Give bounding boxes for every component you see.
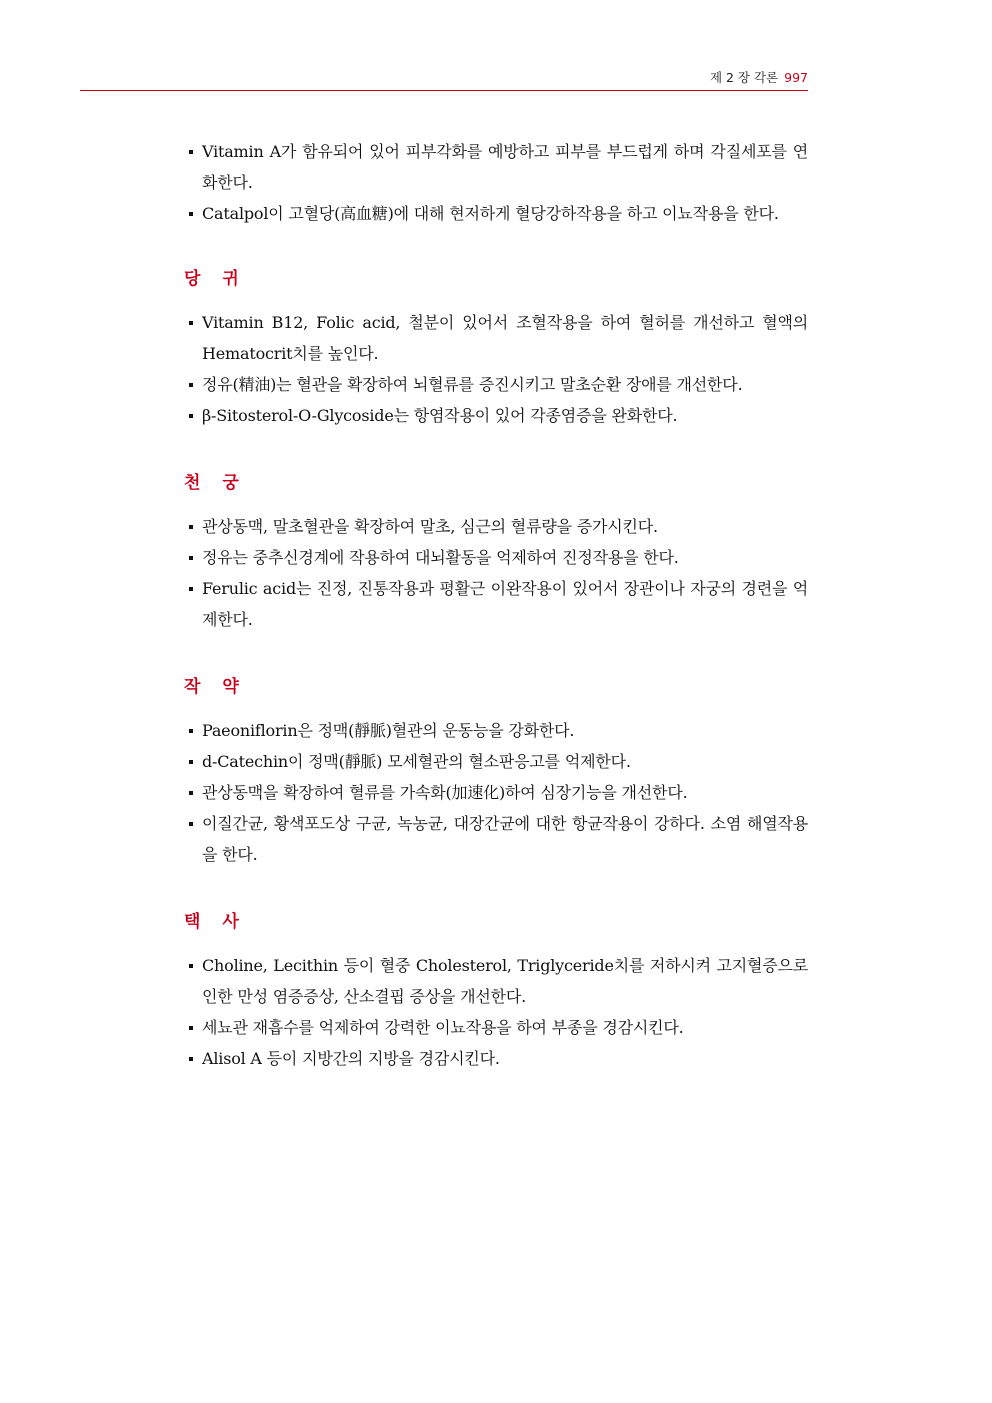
page-header <box>80 64 808 91</box>
section-list-cheongung <box>186 511 808 635</box>
list-item: 세뇨관 재흡수를 억제하여 강력한 이뇨작용을 하여 부종을 경감시킨다. <box>186 1012 808 1043</box>
list-item: 이질간균, 황색포도상 구균, 녹농균, 대장간균에 대한 항균작용이 강하다. 소염 해열작용을 한다. <box>186 808 808 870</box>
section-title-danggwi: 당 귀 <box>184 269 247 289</box>
list-item: Vitamin B12, Folic acid, 철분이 있어서 조혈작용을 하여 혈허를 개선하고 혈액의 Hematocrit치를 높인다. <box>186 307 808 369</box>
page-number: 997 <box>784 70 808 85</box>
intro-list <box>186 136 808 229</box>
list-item: 정유(精油)는 혈관을 확장하여 뇌혈류를 증진시키고 말초순환 장애를 개선한다. <box>186 369 808 400</box>
list-item: 정유는 중추신경계에 작용하여 대뇌활동을 억제하여 진정작용을 한다. <box>186 542 808 573</box>
chapter-title: 제 2 장 각론 <box>709 70 779 85</box>
list-item: Alisol A 등이 지방간의 지방을 경감시킨다. <box>186 1043 808 1074</box>
section-list-taeksa <box>186 950 808 1074</box>
list-item: Vitamin A가 함유되어 있어 피부각화를 예방하고 피부를 부드럽게 하며 각질세포를 연화한다. <box>186 136 808 198</box>
section-title-jagyak: 작 약 <box>184 677 247 697</box>
section-title-taeksa: 택 사 <box>184 912 247 932</box>
list-item: β-Sitosterol-O-Glycoside는 항염작용이 있어 각종염증을 완화한다. <box>186 400 808 431</box>
list-item: Catalpol이 고혈당(高血糖)에 대해 현저하게 혈당강하작용을 하고 이뇨작용을 한다. <box>186 198 808 229</box>
list-item: d-Catechin이 정맥(靜脈) 모세혈관의 혈소판응고를 억제한다. <box>186 746 808 777</box>
section-title-cheongung: 천 궁 <box>184 473 247 493</box>
list-item: Ferulic acid는 진정, 진통작용과 평활근 이완작용이 있어서 장관이나 자궁의 경련을 억제한다. <box>186 573 808 635</box>
list-item: 관상동맥, 말초혈관을 확장하여 말초, 심근의 혈류량을 증가시킨다. <box>186 511 808 542</box>
list-item: 관상동맥을 확장하여 혈류를 가속화(加速化)하여 심장기능을 개선한다. <box>186 777 808 808</box>
running-header <box>710 68 808 86</box>
section-list-danggwi <box>186 307 808 431</box>
page-content <box>186 136 808 1074</box>
section-list-jagyak <box>186 715 808 870</box>
list-item: Choline, Lecithin 등이 혈중 Cholesterol, Triglyceride치를 저하시켜 고지혈증으로 인한 만성 염증증상, 산소결핍 증상을 개선한다. <box>186 950 808 1012</box>
list-item: Paeoniflorin은 정맥(靜脈)혈관의 운동능을 강화한다. <box>186 715 808 746</box>
